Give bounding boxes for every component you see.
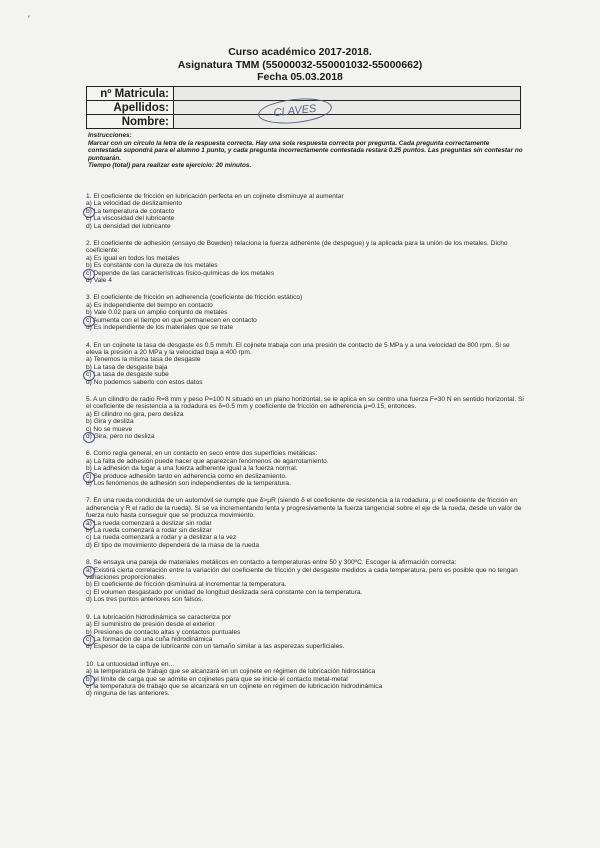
answer-option[interactable]: b) La tasa de desgaste baja bbox=[86, 363, 168, 371]
answer-option[interactable]: d) Los fenómenos de adhesión son independientes de la temperatura. bbox=[86, 480, 291, 487]
nombre-field[interactable] bbox=[174, 115, 521, 129]
answer-option[interactable]: c) Depende de las características físico-químicas de los metales bbox=[86, 270, 526, 277]
instructions-time: Tiempo (total) para realizar este ejercicio: 20 minutos. bbox=[88, 162, 252, 170]
questions-list bbox=[86, 193, 526, 708]
course-subject: Asignatura TMM (55000032-550001032-55000662) bbox=[177, 58, 423, 71]
answer-option[interactable]: a) Tenemos la misma tasa de desgaste bbox=[86, 356, 201, 364]
question-3 bbox=[86, 294, 526, 331]
question-text: 9. La lubricación hidrodinámica se caracteriza por bbox=[86, 613, 232, 621]
exam-date: Fecha 05.03.2018 bbox=[257, 71, 343, 83]
answer-option[interactable]: b) Vale 0.02 para un amplio conjunto de metales bbox=[86, 309, 228, 317]
question-10 bbox=[86, 661, 526, 698]
answer-option[interactable]: a) La falta de adhesión puede hacer que aparezcan fenómenos de agarrotamiento. bbox=[86, 457, 329, 465]
question-text: 2. El coeficiente de adhesión (ensayo de Bowden) relaciona la fuerza adherente (de despegue) y la aplicada para la unión de los metales. Dicho coeficiente: bbox=[86, 240, 508, 255]
question-text: 5. A un cilindro de radio R=8 mm y peso P=100 N situado en un plano horizontal, se le aplica en su centro una fuerza F=30 N en sentido horizontal. Si el coeficiente de resistencia a la rodadura es δ=0.5 mm y coeficiente de fricción en adherencia μ=0.15, entonces. bbox=[86, 395, 524, 411]
question-4 bbox=[86, 342, 526, 386]
answer-option[interactable]: a) El suministro de presión desde el exterior bbox=[86, 621, 215, 629]
answer-option[interactable]: d) Es independiente de los materiales que se trate bbox=[86, 324, 233, 332]
question-text: 6. Como regla general, en un contacto en seco entre dos superficies metálicas: bbox=[86, 450, 318, 458]
apellidos-label: Apellidos: bbox=[87, 101, 174, 115]
answer-option[interactable]: c) La viscosidad del lubricante bbox=[86, 215, 175, 223]
question-text: 1. El coeficiente de fricción en lubricación perfecta en un cojinete disminuye al aumentar bbox=[86, 193, 344, 200]
instructions-block bbox=[88, 132, 523, 170]
answer-option[interactable]: d) Los tres puntos anteriores son falsos. bbox=[86, 596, 204, 604]
answer-option[interactable]: c) la temperatura de trabajo que se alcanzará en un cojinete en régimen de lubricación hidrodinámica bbox=[86, 682, 383, 690]
answer-option[interactable]: a) Es igual en todos los metales bbox=[86, 254, 180, 262]
answer-option[interactable]: a) Es independiente del tiempo en contacto bbox=[86, 301, 213, 309]
question-9 bbox=[86, 614, 526, 651]
answer-option[interactable]: d) Espesor de la capa de lubricante con un tamaño similar a las asperezas superficiales. bbox=[86, 643, 345, 651]
question-text: 8. Se ensaya una pareja de materiales metálicos en contacto a temperaturas entre 50 y 300ºC. Escoger la afirmación correcta: bbox=[86, 559, 457, 567]
answer-option[interactable]: b) La adhesión da lugar a una fuerza adherente igual a la fuerza normal. bbox=[86, 465, 298, 473]
answer-option[interactable]: d) El tipo de movimiento dependerá de la masa de la rueda bbox=[86, 541, 260, 549]
matricula-label: nº Matricula: bbox=[87, 87, 174, 101]
answer-option[interactable]: c) La formación de una cuña hidrodinámica bbox=[86, 636, 526, 643]
answer-option[interactable]: d) ninguna de las anteriores. bbox=[86, 690, 170, 698]
handwritten-claves: CLAVES bbox=[257, 95, 333, 127]
answer-option[interactable]: b) Es constante con la dureza de los metales bbox=[86, 262, 218, 270]
course-year: Curso académico 2017-2018. bbox=[228, 46, 372, 58]
answer-option[interactable]: c) El volumen desgastado por unidad de longitud deslizada será constante con la temperatura. bbox=[86, 588, 363, 596]
question-text: 4. En un cojinete la tasa de desgaste es 0.5 mm/h. El cojinete trabaja con una presión de contacto de 5 MPa y a una velocidad de 800 rpm. Si se eleva la presión a 20 MPa y la velocidad baja a 400 rpm. bbox=[86, 341, 510, 356]
answer-option[interactable]: d) Gira, pero no desliza bbox=[86, 433, 526, 440]
answer-option[interactable]: c) No se mueve bbox=[86, 425, 133, 433]
answer-option[interactable]: b) El coeficiente de fricción disminuirá al incrementar la temperatura. bbox=[86, 581, 287, 589]
nombre-label: Nombre: bbox=[87, 115, 174, 129]
answer-option[interactable]: d) Vale 4 bbox=[86, 277, 112, 285]
question-2 bbox=[86, 240, 526, 284]
answer-option[interactable]: a) la temperatura de trabajo que se alcanzará en un cojinete en régimen de lubricación hidrostática bbox=[86, 668, 376, 676]
question-text: 3. El coeficiente de fricción en adherencia (coeficiente de fricción estático) bbox=[86, 294, 303, 302]
answer-option[interactable]: c) La tasa de desgaste sube bbox=[86, 371, 526, 378]
question-5 bbox=[86, 396, 526, 440]
answer-option[interactable]: b) La temperatura de contacto bbox=[86, 208, 526, 215]
question-text: 10. La untuosidad influye en... bbox=[86, 660, 174, 668]
answer-option[interactable]: d) La densidad del lubricante bbox=[86, 222, 171, 230]
apellidos-field[interactable] bbox=[174, 101, 521, 115]
instructions-text: Marcar con un circulo la letra de la respuesta correcta. Hay una sola respuesta correcta por pregunta. Cada pregunta correctamente contestada supondrá para el alumno 1 punto, y cada pregunta incorrectamente contestada restará 0.25 puntos. Las preguntas sin contestar no puntuarán. bbox=[88, 139, 523, 162]
answer-option[interactable]: b) Gira y desliza bbox=[86, 418, 134, 426]
question-text: 7. En una rueda conducida de un automóvil se cumple que δ>μR (siendo δ el coeficiente de resistencia a la rodadura, μ el coeficiente de fricción en adherencia y R el radio de la rueda). Si se va incrementando lenta y progresivamente la fuerza tangencial sobre el eje de la rueda, desde un valor de fuerza nulo hasta conseguir que se produzca movimiento. bbox=[86, 497, 522, 520]
answer-option[interactable]: c) Se produce adhesión tanto en adherencia como en deslizamiento. bbox=[86, 473, 526, 480]
answer-option[interactable]: b) La rueda comenzará a rodar sin deslizar bbox=[86, 527, 212, 535]
answer-option[interactable]: a) La velocidad de deslizamiento bbox=[86, 200, 183, 208]
answer-option[interactable]: b) el límite de carga que se admite en cojinetes para que se inicie el contacto metal-metal bbox=[86, 676, 526, 683]
instructions-title: Instrucciones: bbox=[88, 132, 132, 139]
answer-option[interactable]: c) Aumenta con el tiempo en que permanecen en contacto bbox=[86, 317, 526, 324]
matricula-field[interactable] bbox=[174, 87, 521, 101]
question-1 bbox=[86, 193, 526, 230]
question-7 bbox=[86, 497, 526, 549]
question-6 bbox=[86, 450, 526, 487]
corner-mark: ' bbox=[28, 14, 30, 24]
answer-option[interactable]: a) El cilindro no gira, pero desliza bbox=[86, 410, 184, 418]
answer-option[interactable]: b) Presiones de contacto altas y contactos puntuales bbox=[86, 628, 241, 636]
answer-option[interactable]: a) Existirá cierta correlación entre la variación del coeficiente de fricción y del desgaste medidos a cada temperatura, pero es posible que no tengan variaciones proporcionales. bbox=[86, 567, 526, 582]
answer-option[interactable]: a) La rueda comenzará a deslizar sin rodar bbox=[86, 520, 526, 527]
exam-header bbox=[0, 46, 600, 84]
answer-option[interactable]: c) La rueda comenzará a rodar y a deslizar a la vez bbox=[86, 534, 237, 542]
question-8 bbox=[86, 559, 526, 603]
answer-option[interactable]: d) No podemos saberlo con estos datos bbox=[86, 378, 203, 386]
